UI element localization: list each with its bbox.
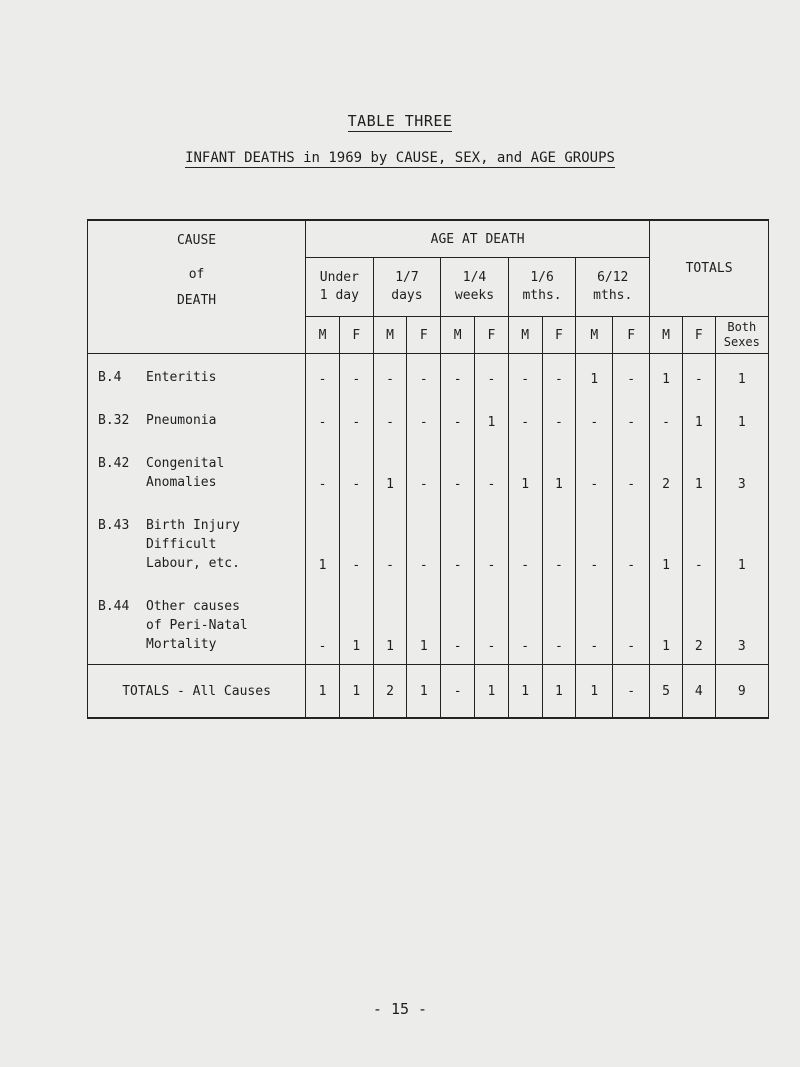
value-cell: 1: [373, 440, 407, 502]
value-cell: 1: [542, 440, 576, 502]
value-cell: -: [306, 354, 340, 398]
female-column-header: F: [613, 317, 650, 354]
age-group-header: 1/7 days: [373, 258, 441, 317]
value-cell: -: [508, 583, 542, 665]
total-value-cell: 1: [475, 665, 509, 719]
male-column-header: M: [576, 317, 613, 354]
cause-label: Difficult: [146, 537, 217, 552]
value-cell: -: [407, 440, 441, 502]
value-cell: -: [407, 397, 441, 440]
value-cell: -: [613, 397, 650, 440]
total-value-cell: 5: [650, 665, 683, 719]
value-cell: 1: [682, 397, 715, 440]
value-cell: -: [339, 440, 373, 502]
totals-label: TOTALS - All Causes: [88, 665, 306, 719]
table-row: [88, 397, 769, 440]
cause-code: B.4: [98, 370, 122, 385]
age-group-header: 1/4 weeks: [441, 258, 509, 317]
value-cell: -: [542, 502, 576, 583]
table-row: [88, 440, 769, 502]
value-cell: 1: [407, 583, 441, 665]
value-cell: 1: [306, 502, 340, 583]
value-cell: -: [339, 397, 373, 440]
value-cell: 1: [339, 583, 373, 665]
total-value-cell: 1: [542, 665, 576, 719]
value-cell: -: [542, 583, 576, 665]
value-cell: -: [613, 583, 650, 665]
total-value-cell: 4: [682, 665, 715, 719]
value-cell: 1: [650, 354, 683, 398]
value-cell: -: [508, 502, 542, 583]
value-cell: -: [373, 354, 407, 398]
value-cell: 1: [715, 502, 768, 583]
table-row: [88, 502, 769, 583]
table-row: [88, 354, 769, 398]
value-cell: 1: [508, 440, 542, 502]
totals-row: [88, 665, 769, 719]
value-cell: -: [441, 440, 475, 502]
male-column-header: M: [373, 317, 407, 354]
total-value-cell: -: [441, 665, 475, 719]
total-value-cell: 1: [339, 665, 373, 719]
total-value-cell: 1: [306, 665, 340, 719]
value-cell: -: [475, 354, 509, 398]
value-cell: 2: [650, 440, 683, 502]
cause-label: of Peri-Natal: [146, 618, 248, 633]
cause-cell: [88, 354, 306, 398]
total-value-cell: 1: [407, 665, 441, 719]
value-cell: -: [542, 354, 576, 398]
cause-cell: [88, 502, 306, 583]
value-cell: -: [441, 354, 475, 398]
value-cell: -: [475, 502, 509, 583]
cause-of-death-header: CAUSE of DEATH: [88, 220, 306, 354]
infant-deaths-table: [87, 219, 769, 719]
value-cell: 3: [715, 583, 768, 665]
table-row: [88, 583, 769, 665]
value-cell: -: [407, 502, 441, 583]
value-cell: -: [613, 502, 650, 583]
value-cell: -: [306, 583, 340, 665]
value-cell: -: [441, 397, 475, 440]
cause-cell: [88, 583, 306, 665]
value-cell: 3: [715, 440, 768, 502]
value-cell: -: [650, 397, 683, 440]
value-cell: 1: [715, 397, 768, 440]
value-cell: -: [682, 354, 715, 398]
value-cell: 1: [682, 440, 715, 502]
table-subtitle: INFANT DEATHS in 1969 by CAUSE, SEX, and AGE GROUPS: [185, 150, 615, 166]
value-cell: 1: [373, 583, 407, 665]
value-cell: -: [576, 440, 613, 502]
value-cell: -: [373, 502, 407, 583]
cause-label: Mortality: [146, 637, 217, 652]
value-cell: 1: [475, 397, 509, 440]
cause-cell: [88, 440, 306, 502]
value-cell: -: [407, 354, 441, 398]
value-cell: -: [306, 397, 340, 440]
table-title: TABLE THREE: [347, 112, 453, 130]
female-column-header: F: [542, 317, 576, 354]
value-cell: -: [441, 502, 475, 583]
value-cell: -: [576, 397, 613, 440]
total-value-cell: 1: [576, 665, 613, 719]
value-cell: -: [576, 502, 613, 583]
cause-label: Pneumonia: [146, 413, 217, 428]
age-group-header: Under 1 day: [306, 258, 374, 317]
male-column-header: M: [441, 317, 475, 354]
total-value-cell: -: [613, 665, 650, 719]
female-column-header: F: [682, 317, 715, 354]
cause-code: B.44: [98, 599, 130, 614]
total-value-cell: 1: [508, 665, 542, 719]
cause-cell: [88, 397, 306, 440]
cause-label: Congenital: [146, 456, 225, 471]
total-value-cell: 2: [373, 665, 407, 719]
value-cell: -: [475, 583, 509, 665]
both-sexes-header: Both Sexes: [715, 317, 768, 354]
cause-label: Birth Injury: [146, 518, 240, 533]
value-cell: -: [682, 502, 715, 583]
cause-label: Other causes: [146, 599, 240, 614]
value-cell: -: [508, 354, 542, 398]
value-cell: -: [542, 397, 576, 440]
value-cell: 1: [576, 354, 613, 398]
value-cell: -: [613, 354, 650, 398]
male-column-header: M: [306, 317, 340, 354]
value-cell: -: [339, 354, 373, 398]
value-cell: -: [576, 583, 613, 665]
value-cell: 2: [682, 583, 715, 665]
value-cell: -: [613, 440, 650, 502]
value-cell: -: [508, 397, 542, 440]
cause-code: B.43: [98, 518, 130, 533]
value-cell: -: [339, 502, 373, 583]
cause-code: B.42: [98, 456, 130, 471]
cause-label: Labour, etc.: [146, 556, 240, 571]
female-column-header: F: [339, 317, 373, 354]
male-column-header: M: [650, 317, 683, 354]
female-column-header: F: [407, 317, 441, 354]
value-cell: 1: [650, 502, 683, 583]
cause-code: B.32: [98, 413, 130, 428]
page-number: - 15 -: [372, 1000, 428, 1018]
total-value-cell: 9: [715, 665, 768, 719]
value-cell: -: [441, 583, 475, 665]
value-cell: -: [373, 397, 407, 440]
age-group-header: 6/12 mths.: [576, 258, 650, 317]
value-cell: -: [306, 440, 340, 502]
totals-header: TOTALS: [650, 220, 769, 317]
age-at-death-header: AGE AT DEATH: [306, 220, 650, 258]
value-cell: 1: [715, 354, 768, 398]
cause-label: Anomalies: [146, 475, 217, 490]
age-group-header: 1/6 mths.: [508, 258, 576, 317]
value-cell: -: [475, 440, 509, 502]
male-column-header: M: [508, 317, 542, 354]
value-cell: 1: [650, 583, 683, 665]
female-column-header: F: [475, 317, 509, 354]
cause-label: Enteritis: [146, 370, 217, 385]
